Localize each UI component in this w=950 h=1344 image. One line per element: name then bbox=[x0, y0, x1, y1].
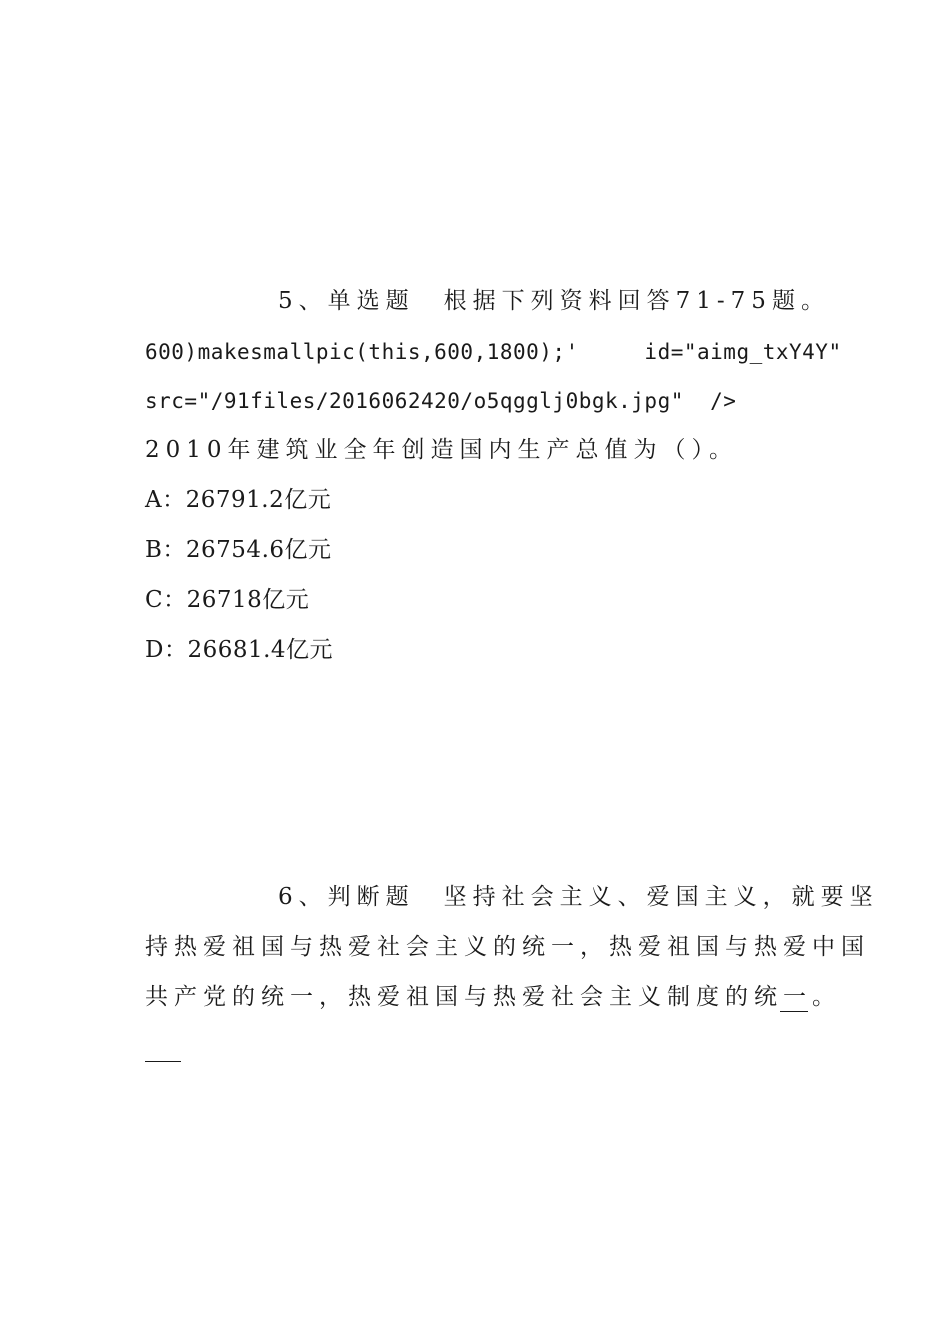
q5-code-line-2: src="/91files/2016062420/o5qgglj0bgk.jpg" /> bbox=[145, 389, 737, 413]
q5-code-line-1: 600)makesmallpic(this,600,1800);' id="aimg_txY4Y" bbox=[145, 340, 842, 364]
q5-option-a: A：26791.2亿元 bbox=[145, 487, 332, 513]
q6-line-3: 共产党的统一，热爱祖国与热爱社会主义制度的统一。 bbox=[145, 984, 841, 1010]
q6-line-1: 6、判断题 坚持社会主义、爱国主义，就要坚 bbox=[278, 884, 879, 910]
answer-blank-part-1 bbox=[780, 993, 808, 1016]
q5-option-d: D：26681.4亿元 bbox=[145, 637, 334, 663]
q6-line-2: 持热爱祖国与热爱社会主义的统一，热爱祖国与热爱中国 bbox=[145, 934, 870, 960]
answer-blank-part-2 bbox=[145, 1043, 181, 1066]
q5-option-b: B：26754.6亿元 bbox=[145, 537, 332, 563]
q5-question: 2010年建筑业全年创造国内生产总值为（）。 bbox=[145, 437, 739, 463]
q5-heading: 5、单选题 根据下列资料回答71-75题。 bbox=[278, 288, 830, 314]
q5-option-c: C：26718亿元 bbox=[145, 587, 310, 613]
